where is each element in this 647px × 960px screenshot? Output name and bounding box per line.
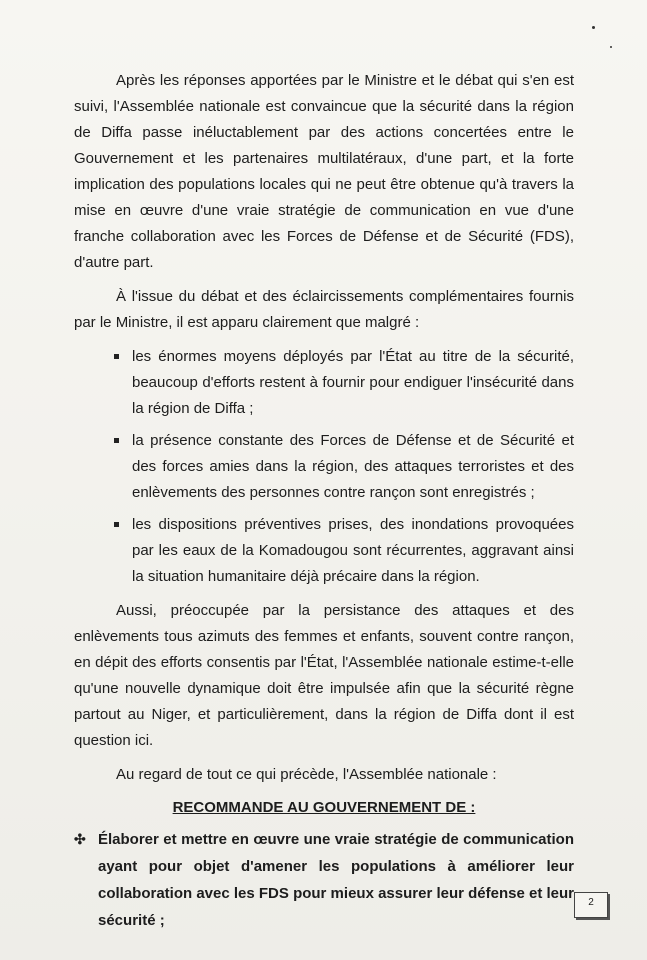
bullet-item xyxy=(74,428,574,506)
bullet-item xyxy=(74,512,574,590)
paragraph-2: À l'issue du débat et des éclaircissements complémentaires fournis par le Ministre, il est apparu clairement que malgré : xyxy=(74,288,574,331)
bullet-text: les énormes moyens déployés par l'État au titre de la sécurité, beaucoup d'efforts restent à fournir pour endiguer l'insécurité dans la région de Diffa ; xyxy=(132,348,574,417)
square-bullet-icon xyxy=(114,522,119,527)
page-number: 2 xyxy=(588,897,594,908)
section-heading: RECOMMANDE AU GOUVERNEMENT DE : xyxy=(172,799,476,816)
recommendation-text: Élaborer et mettre en œuvre une vraie stratégie de communication ayant pour objet d'amener les populations à améliorer leur collaboration avec les FDS pour mieux assurer leur défense et leur sécurité ; xyxy=(98,831,575,929)
bullet-list xyxy=(74,344,574,590)
paragraph-4: Au regard de tout ce qui précède, l'Assemblée nationale : xyxy=(116,766,497,783)
square-bullet-icon xyxy=(114,438,119,443)
scan-speck xyxy=(610,46,612,48)
recommendation-item xyxy=(74,826,574,934)
bullet-item xyxy=(74,344,574,422)
bullet-text: la présence constante des Forces de Défense et de Sécurité et des forces amies dans la région, des attaques terroristes et des enlèvements des personnes contre rançon sont enregistrés ; xyxy=(132,432,574,501)
bullet-text: les dispositions préventives prises, des inondations provoquées par les eaux de la Komadougou sont récurrentes, aggravant ainsi la situation humanitaire déjà précaire dans la région. xyxy=(132,516,574,585)
page-number-box xyxy=(574,892,608,918)
square-bullet-icon xyxy=(114,354,119,359)
paragraph-1: Après les réponses apportées par le Ministre et le débat qui s'en est suivi, l'Assemblée nationale est convaincue que la sécurité dans la région de Diffa passe inéluctablement par des actions concertées entre le Gouvernement et les partenaires multilatéraux, d'une part, et la forte implication des populations locales qui ne peut être obtenue qu'à travers la mise en œuvre d'une vraie stratégie de communication en vue d'une franche collaboration avec les Forces de Défense et de Sécurité (FDS), d'autre part. xyxy=(74,72,574,271)
document-body xyxy=(74,68,574,934)
diamond-dots-bullet-icon: ✣ xyxy=(74,831,86,847)
paragraph-3: Aussi, préoccupée par la persistance des attaques et des enlèvements tous azimuts des femmes et enfants, souvent contre rançon, en dépit des efforts consentis par l'État, l'Assemblée nationale estime-t-elle qu'une nouvelle dynamique doit être impulsée afin que la sécurité règne partout au Niger, et particulièrement, dans la région de Diffa dont il est question ici. xyxy=(74,602,574,749)
scan-speck xyxy=(592,26,595,29)
